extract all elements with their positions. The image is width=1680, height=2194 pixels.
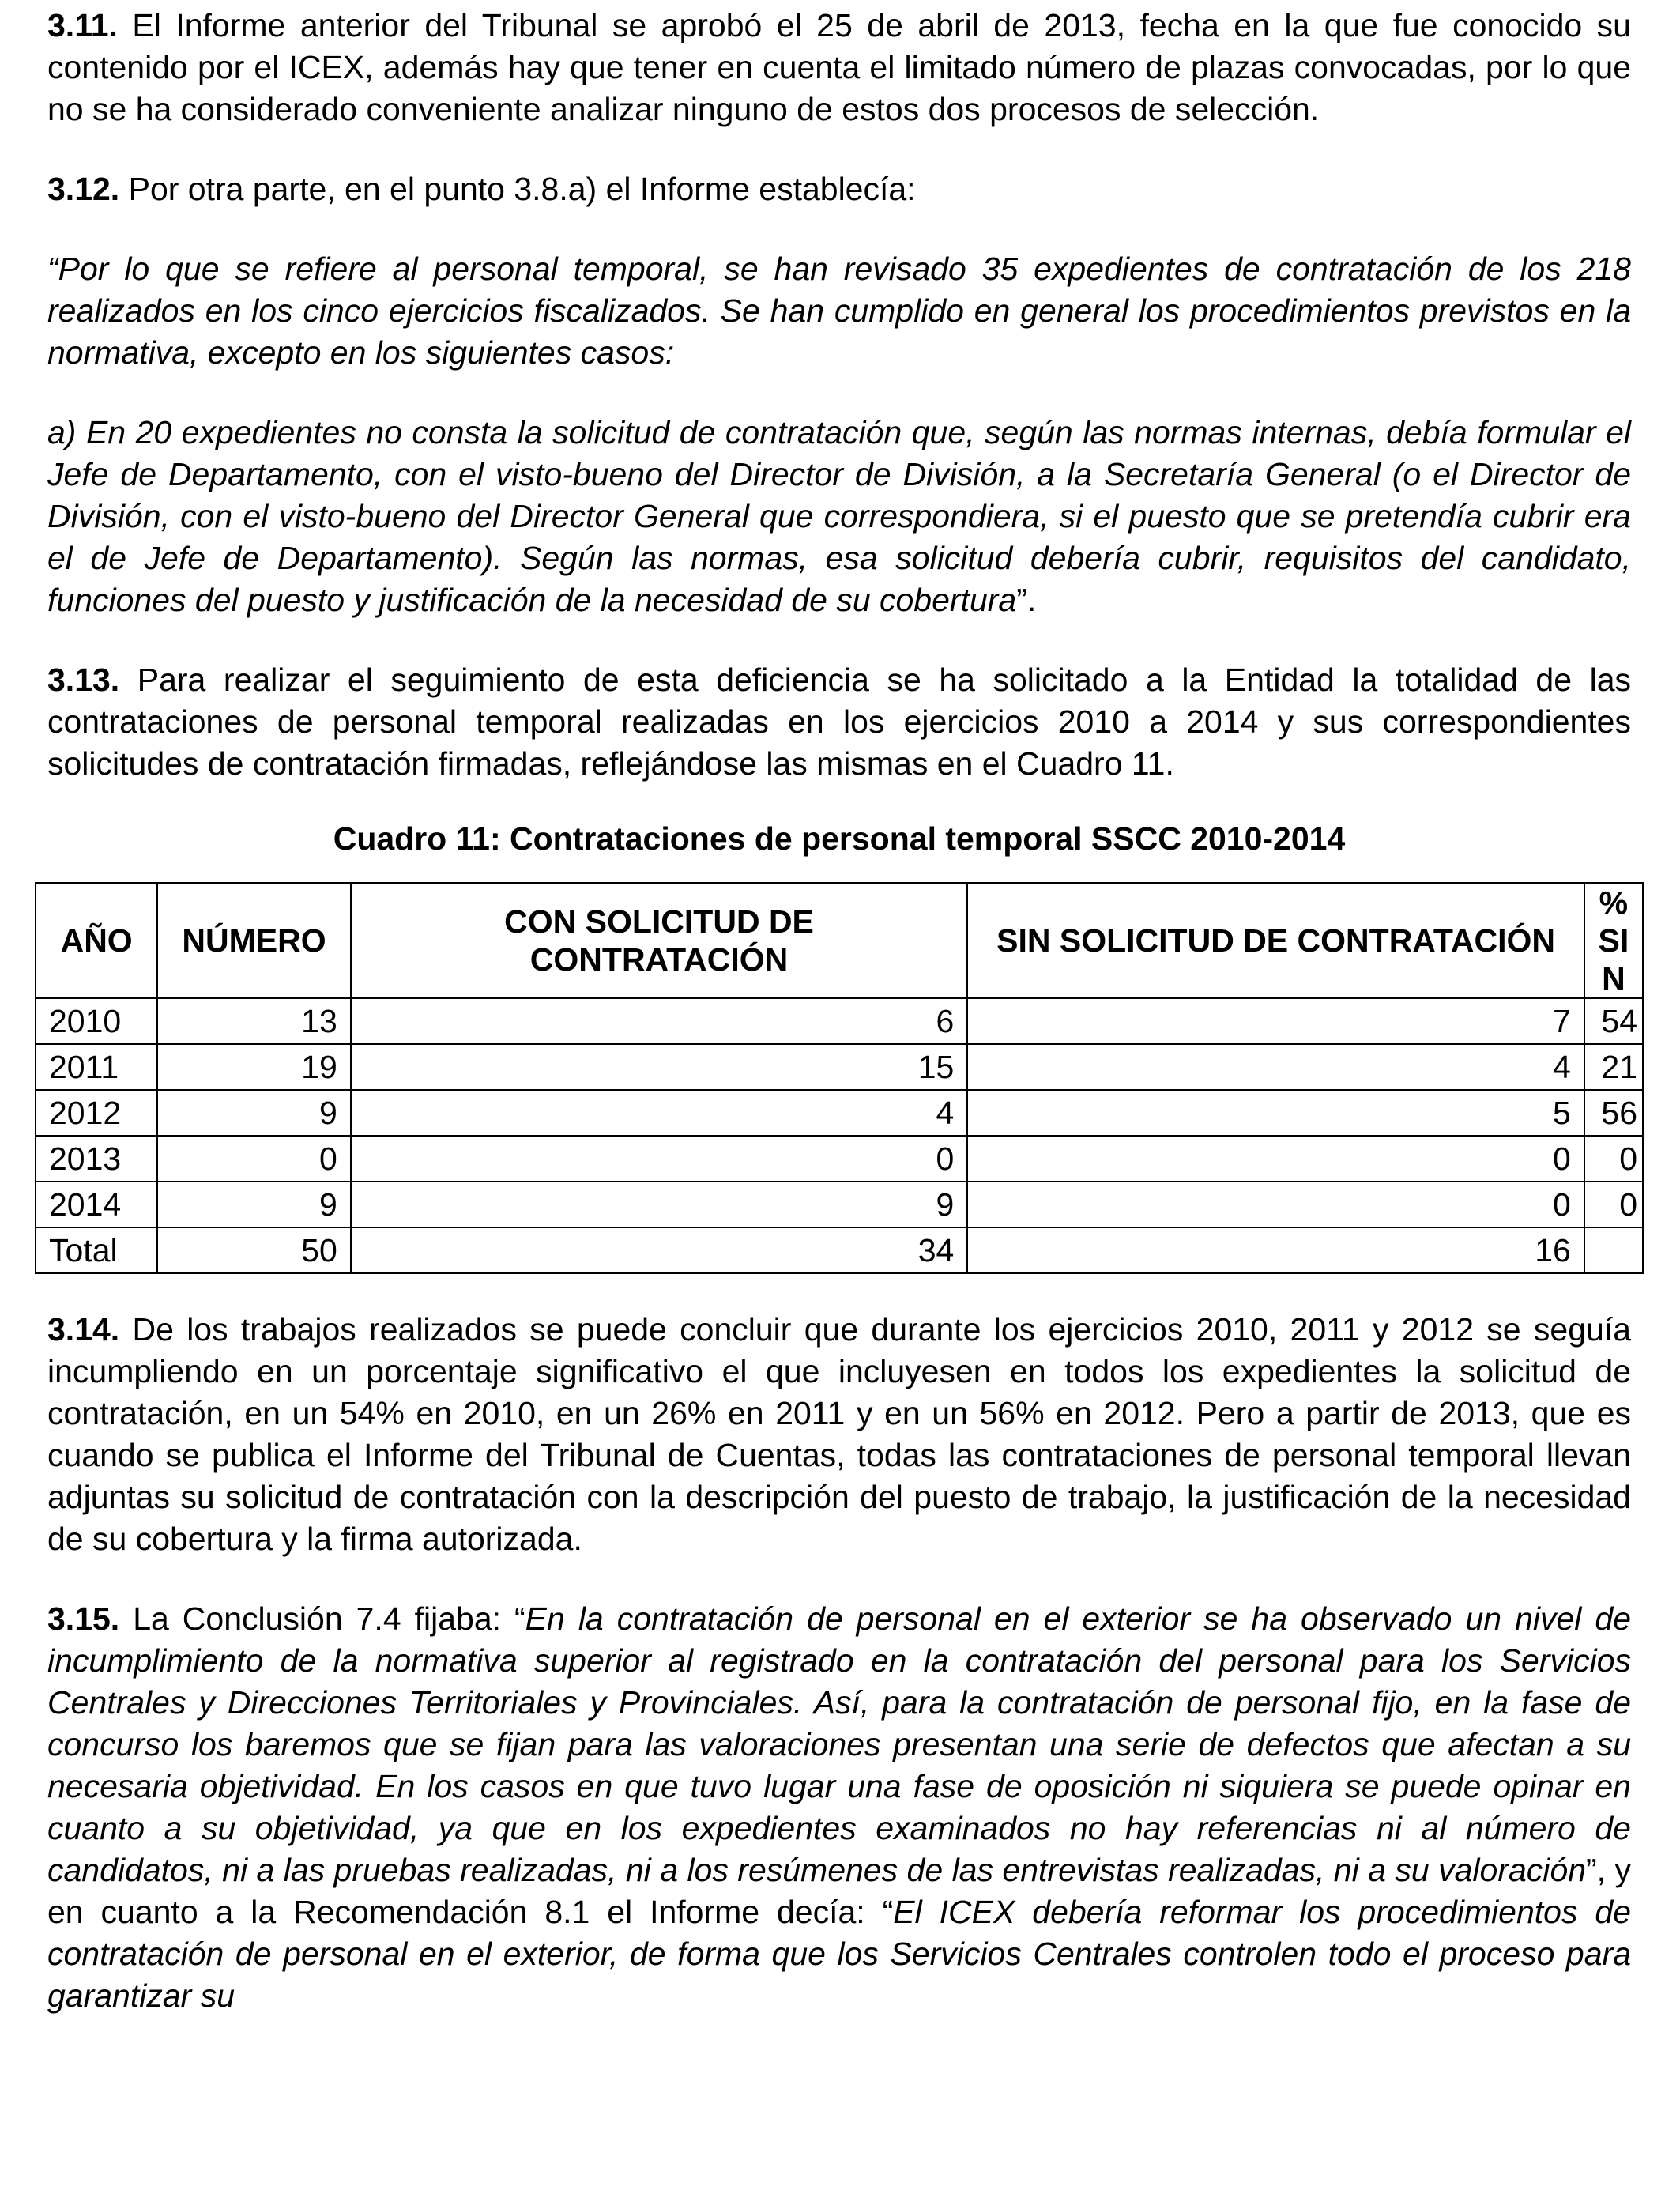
cell-without-request: 4: [967, 1044, 1584, 1090]
cell-with-request: 15: [351, 1044, 968, 1090]
table-row: [36, 1136, 1643, 1182]
quote-intro: [47, 248, 1631, 374]
cell-year: 2010: [36, 998, 157, 1044]
cell-without-request: 5: [967, 1090, 1584, 1136]
cell-percent: 21: [1584, 1044, 1643, 1090]
cell-number: 9: [157, 1090, 350, 1136]
header-number: NÚMERO: [157, 883, 350, 998]
cell-without-request: 0: [967, 1136, 1584, 1182]
paragraph-3-11: [47, 5, 1631, 130]
cell-with-request: 9: [351, 1182, 968, 1227]
document-page: [47, 5, 1637, 2017]
table-row: [36, 1182, 1643, 1227]
cell-number: 19: [157, 1044, 350, 1090]
paragraph-number: 3.14.: [47, 1311, 120, 1348]
header-line: %: [1599, 884, 1629, 921]
paragraph-number: 3.13.: [47, 662, 120, 698]
paragraph-3-14: [47, 1309, 1631, 1560]
paragraph-number: 3.12.: [47, 171, 120, 207]
cell-year: 2013: [36, 1136, 157, 1182]
quote-text: a) En 20 expedientes no consta la solicitud de contratación que, según las normas internas, debía formular el Jefe de Departamento, con el visto-bueno del Director de División, a la Secretaría General (o el Director de División, con el visto-bueno del Director General que correspondiera, si el puesto que se pretendía cubrir era el de Jefe de Departamento). Según las normas, esa solicitud debería cubrir, requisitos del candidato, funciones del puesto y justificación de la necesidad de su cobertura: [47, 414, 1631, 618]
cell-with-request: 4: [351, 1090, 968, 1136]
cell-percent: 0: [1584, 1136, 1643, 1182]
quote-close: ”.: [1016, 582, 1037, 618]
header-with-request: [351, 883, 968, 998]
cell-with-request: 6: [351, 998, 968, 1044]
paragraph-3-15: [47, 1598, 1631, 2017]
paragraph-3-13: [47, 659, 1631, 785]
quote-text: “Por lo que se refiere al personal temporal, se han revisado 35 expedientes de contratación de los 218 realizados en los cinco ejercicios fiscalizados. Se han cumplido en general los procedimientos previstos en la normativa, excepto en los siguientes casos:: [47, 251, 1631, 371]
header-line: CONTRATACIÓN: [529, 941, 789, 978]
table-row: [36, 1090, 1643, 1136]
header-line: SI: [1598, 922, 1629, 959]
table-caption: Cuadro 11: Contrataciones de personal temporal SSCC 2010-2014: [333, 820, 1346, 857]
paragraph-text: ”, y en cuanto a la Recomendación 8.1 el Informe decía: “: [47, 1852, 1631, 1930]
cell-percent: [1584, 1227, 1643, 1273]
cell-percent: 54: [1584, 998, 1643, 1044]
paragraph-text: Para realizar el seguimiento de esta deficiencia se ha solicitado a la Entidad la totalidad de las contrataciones de personal temporal realizadas en los ejercicios 2010 a 2014 y sus correspondientes solicitudes de contratación firmadas, reflejándose las mismas en el Cuadro 11.: [47, 662, 1631, 782]
cell-year: 2011: [36, 1044, 157, 1090]
cell-number: 13: [157, 998, 350, 1044]
header-percent: [1584, 883, 1643, 998]
paragraph-number: 3.11.: [47, 7, 118, 43]
cell-number: 50: [157, 1227, 350, 1273]
cell-year: 2014: [36, 1182, 157, 1227]
paragraph-number: 3.15.: [47, 1600, 120, 1637]
header-without-request: SIN SOLICITUD DE CONTRATACIÓN: [967, 883, 1584, 998]
cell-without-request: 0: [967, 1182, 1584, 1227]
table-row: [36, 998, 1643, 1044]
header-line: N: [1602, 960, 1625, 997]
cell-without-request: 7: [967, 998, 1584, 1044]
cell-percent: 56: [1584, 1090, 1643, 1136]
paragraph-text: De los trabajos realizados se puede concluir que durante los ejercicios 2010, 2011 y 2012 se seguía incumpliendo en un porcentaje significativo el que incluyesen en todos los expedientes la solicitud de contratación, en un 54% en 2010, en un 26% en 2011 y en un 56% en 2012. Pero a partir de 2013, que es cuando se publica el Informe del Tribunal de Cuentas, todas las contrataciones de personal temporal llevan adjuntas su solicitud de contratación con la descripción del puesto de trabajo, la justificación de la necesidad de su cobertura y la firma autorizada.: [47, 1311, 1631, 1557]
paragraph-3-12: [47, 168, 1631, 210]
cell-number: 0: [157, 1136, 350, 1182]
cell-with-request: 0: [351, 1136, 968, 1182]
cell-without-request: 16: [967, 1227, 1584, 1273]
table-row: [36, 1044, 1643, 1090]
cell-year: 2012: [36, 1090, 157, 1136]
paragraph-text: La Conclusión 7.4 fijaba: “: [119, 1600, 525, 1637]
paragraph-text: Por otra parte, en el punto 3.8.a) el Informe establecía:: [119, 171, 916, 207]
table-header-row: [36, 883, 1643, 998]
header-line: CON SOLICITUD DE: [504, 903, 814, 940]
header-year: AÑO: [36, 883, 157, 998]
data-table: [35, 882, 1644, 1274]
quote-text: El ICEX debería reformar los procedimientos de contratación de personal en el exterior, de forma que los Servicios Centrales controlen todo el proceso para garantizar su: [47, 1894, 1631, 2014]
table-row-total: [36, 1227, 1643, 1273]
cell-number: 9: [157, 1182, 350, 1227]
cell-with-request: 34: [351, 1227, 968, 1273]
cell-year: Total: [36, 1227, 157, 1273]
quote-item-a: [47, 412, 1631, 621]
paragraph-text: El Informe anterior del Tribunal se aprobó el 25 de abril de 2013, fecha en la que fue conocido su contenido por el ICEX, además hay que tener en cuenta el limitado número de plazas convocadas, por lo que no se ha considerado conveniente analizar ninguno de estos dos procesos de selección.: [47, 7, 1631, 127]
cell-percent: 0: [1584, 1182, 1643, 1227]
quote-text: En la contratación de personal en el exterior se ha observado un nivel de incumplimiento de la normativa superior al registrado en la contratación del personal para los Servicios Centrales y Direcciones Territoriales y Provinciales. Así, para la contratación de personal fijo, en la fase de concurso los baremos que se fijan para las valoraciones presentan una serie de defectos que afectan a su necesaria objetividad. En los casos en que tuvo lugar una fase de oposición ni siquiera se puede opinar en cuanto a su objetividad, ya que en los expedientes examinados no hay referencias ni al número de candidatos, ni a las pruebas realizadas, ni a los resúmenes de las entrevistas realizadas, ni a su valoración: [47, 1600, 1631, 1888]
